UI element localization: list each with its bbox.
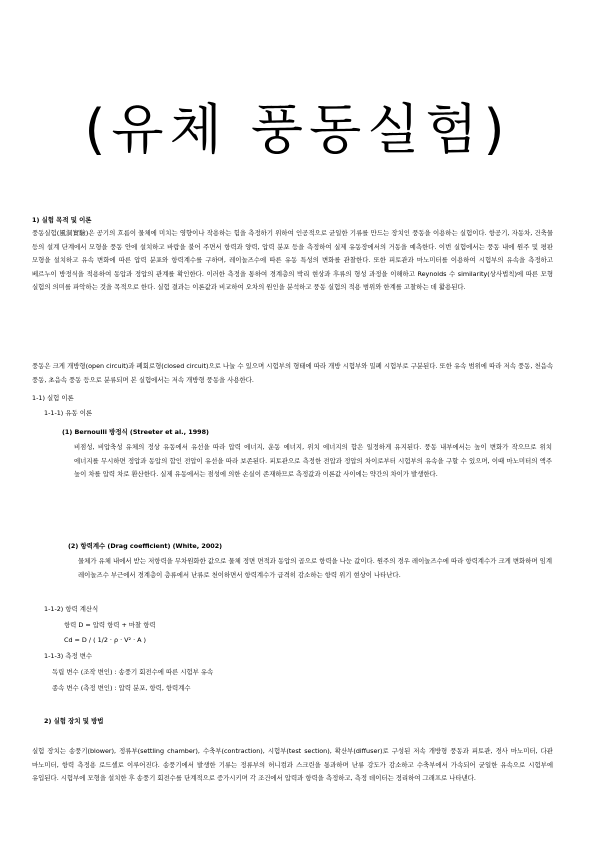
drag-coefficient-paragraph: 물체가 유체 내에서 받는 저항력을 무차원화한 값으로 물체 정면 면적과 동압의 곱으로 항력을 나눈 값이다. 원주의 경우 레이놀즈수에 따라 항력계수가 크게 변화하며 임계 레이놀즈수 부근에서 경계층이 층류에서 난류로 천이하면서 항력계수가 급격히 감소하는 항력 위기 현상이 나타난다.: [78, 557, 552, 579]
formula-line-1: 항력 D = 압력 항력 + 마찰 항력: [64, 621, 156, 629]
variables-line-2: 종속 변수 (측정 변인) : 압력 분포, 항력, 항력계수: [52, 684, 191, 692]
formula-line-2: Cd = D / ( 1/2 · ρ · V² · A ): [64, 636, 147, 644]
variables-heading: 1-1-3) 측정 변수: [44, 652, 93, 660]
section1-heading: 1) 실험 목적 및 이론: [32, 216, 92, 224]
bernoulli-paragraph: 비점성, 비압축성 유체의 정상 유동에서 유선을 따라 압력 에너지, 운동 에너지, 위치 에너지의 합은 일정하게 유지된다. 풍동 내부에서는 높이 변화가 작으므로 위치 에너지를 무시하면 정압과 동압의 합인 전압이 유선을 따라 보존된다. 피토관으로 측정한 전압과 정압의 차이로부터 시험부의 유속을 구할 수 있으며, 이때 마노미터의 액주 높이 차를 압력 차로 환산한다. 실제 유동에서는 점성에 의한 손실이 존재하므로 측정값과 이론값 사이에는 약간의 차이가 발생한다.: [74, 443, 552, 479]
document-title: (유체 풍동실험): [84, 98, 511, 161]
section1-intro-paragraph: 풍동실험(風洞實驗)은 공기의 흐름이 물체에 미치는 영향이나 작용하는 힘을 측정하기 위하여 인공적으로 균일한 기류를 만드는 장치인 풍동을 이용하는 실험이다. 항공기, 자동차, 건축물 등의 설계 단계에서 모형을 풍동 안에 설치하고 바람을 불어 주면서 항력과 양력, 압력 분포 등을 측정하여 실제 유동장에서의 거동을 예측한다. 이번 실험에서는 풍동 내에 원주 및 평판 모형을 설치하고 유속 변화에 따른 압력 분포와 항력계수를 구하며, 레이놀즈수에 따른 유동 특성의 변화를 관찰한다. 또한 피토관과 마노미터를 이용하여 시험부의 유속을 측정하고 베르누이 방정식을 적용하여 동압과 정압의 관계를 확인한다. 이러한 측정을 통하여 경계층의 박리 현상과 후류의 형성 과정을 이해하고 Reynolds 수 similarity(상사법칙)에 따른 모형 실험의 의미를 파악하는 것을 목적으로 한다. 실험 결과는 이론값과 비교하여 오차의 원인을 분석하고 풍동 실험의 적용 범위와 한계를 고찰하는 데 활용된다.: [32, 229, 553, 292]
variables-line-1: 독립 변수 (조작 변인) : 송풍기 회전수에 따른 시험부 유속: [52, 668, 214, 676]
bernoulli-title: (1) Bernoulli 방정식 (Streeter et al., 1998): [62, 428, 209, 436]
drag-coefficient-title: (2) 항력계수 (Drag coefficient) (White, 2002): [68, 542, 223, 550]
section2-paragraph: 실험 장치는 송풍기(blower), 정류부(settling chamber), 수축부(contraction), 시험부(test section), 확산부(diffuser)로 구성된 저속 개방형 풍동과 피토관, 경사 마노미터, 다관 마노미터, 항력 측정용 로드셀로 이루어진다. 송풍기에서 발생한 기류는 정류부의 허니컴과 스크린을 통과하며 난류 강도가 감소하고 수축부에서 가속되어 균일한 유속으로 시험부에 유입된다. 시험부에 모형을 설치한 후 송풍기 회전수를 단계적으로 증가시키며 각 조건에서 압력과 항력을 측정하고, 측정 데이터는 정리하여 그래프로 나타낸다.: [32, 747, 553, 783]
subheading-flow-theory: 1-1-1) 유동 이론: [44, 409, 93, 417]
section2-heading: 2) 실험 장치 및 방법: [44, 717, 104, 725]
subheading-theory: 1-1) 실험 이론: [32, 394, 74, 402]
section1-second-paragraph: 풍동은 크게 개방형(open circuit)과 폐회로형(closed circuit)으로 나눌 수 있으며 시험부의 형태에 따라 개방 시험부와 밀폐 시험부로 구분된다. 또한 유속 범위에 따라 저속 풍동, 천음속 풍동, 초음속 풍동 등으로 분류되며 본 실험에서는 저속 개방형 풍동을 사용한다.: [32, 362, 553, 384]
formula-heading: 1-1-2) 항력 계산식: [44, 605, 99, 613]
